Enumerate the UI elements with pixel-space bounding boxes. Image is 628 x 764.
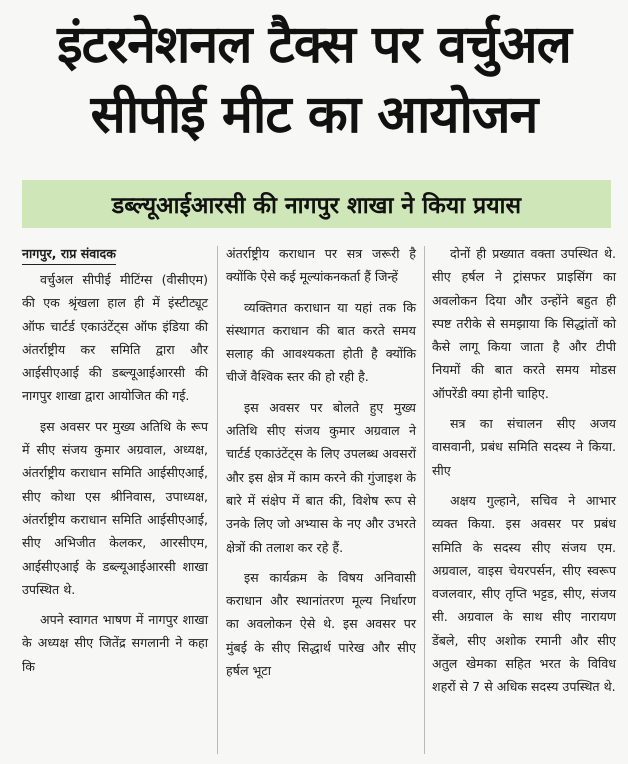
paragraph: अक्षय गुल्हाने, सचिव ने आभार व्यक्त किया. इस अवसर पर प्रबंध समिति के सदस्य सीए संजय एम. अग्रवाल, वाइस चेयरपर्सन, सीए स्वरूप वजलवार, सीए तृप्ति भट्टड, सीए, संजय सी. अग्रवाल के साथ सीए नारायण डेंबले, सीए अशोक रमानी और सीए अतुल खेमका सहित भरत के विविध शहरों से 7 से अधिक सदस्य उपस्थित थे. <box>432 492 616 695</box>
column-divider-1 <box>217 246 218 754</box>
dateline: नागपुर, राप्र संवादक <box>22 243 116 265</box>
paragraph: अंतर्राष्ट्रीय कराधान पर सत्र जरूरी है क्योंकि ऐसे कई मूल्यांकनकर्ता हैं जिन्हें <box>226 246 416 285</box>
subheadline: डब्ल्यूआईआरसी की नागपुर शाखा ने किया प्रयास <box>111 193 522 219</box>
paragraph: दोनों ही प्रख्यात वक्ता उपस्थित थे. सीए हर्षल ने ट्रांसफर प्राइसिंग का अवलोकन दिया और उन्होंने बहुत ही स्पष्ट तरीके से समझाया कि सिद्धांतों को कैसे लागू किया जाता है और टीपी नियमों की बात करते समय मोडस ऑपरेंडी क्या होनी चाहिए. <box>432 246 616 401</box>
article-column-3 <box>432 242 616 706</box>
paragraph: वर्चुअल सीपीई मीटिंग्स (वीसीएम) की एक श्रृंखला हाल ही में इंस्टीट्यूट ऑफ चार्टर्ड एकाउंटेंट्स ऑफ इंडिया की अंतर्राष्ट्रीय कर समिति द्वारा और आईसीएआई की डब्ल्यूआईआरसी की नागपुर शाखा द्वारा आयोजित की गई. <box>22 272 208 404</box>
paragraph: इस अवसर पर बोलते हुए मुख्य अतिथि सीए संजय कुमार अग्रवाल ने चार्टर्ड एकाउंटेंट्स के लिए उपलब्ध अवसरों और इस क्षेत्र में काम करने की गुंजाइश के बारे में संक्षेप में बात की, विशेष रूप से उनके लिए जो अभ्यास के नए और उभरते क्षेत्रों की तलाश कर रहे हैं. <box>226 399 416 555</box>
headline-line-1: इंटरनेशनल टैक्स पर वर्चुअल <box>57 15 571 75</box>
column-divider-2 <box>424 246 425 754</box>
article-column-1 <box>22 242 208 685</box>
paragraph: इस कार्यक्रम के विषय अनिवासी कराधान और स्थानांतरण मूल्य निर्धारण का अवलोकन ऐसे थे. इस अवसर पर मुंबई के सीए सिद्धार्थ पारेख और सीए हर्षल भूटा <box>226 569 416 679</box>
paragraph: व्यक्तिगत कराधान या यहां तक कि संस्थागत कराधान की बात करते समय सलाह की आवश्यकता होती है क्योंकि चीजें वैश्विक स्तर की हो रही है. <box>226 299 416 385</box>
headline-line-2: सीपीई मीट का आयोजन <box>90 85 538 145</box>
headline <box>0 10 628 150</box>
paragraph: सत्र का संचालन सीए अजय वासवानी, प्रबंध समिति सदस्य ने किया. सीए <box>432 416 616 478</box>
paragraph: अपने स्वागत भाषण में नागपुर शाखा के अध्यक्ष सीए जितेंद्र सगलानी ने कहा कि <box>22 612 208 674</box>
subheadline-banner <box>22 180 611 228</box>
article-column-2 <box>226 242 416 689</box>
paragraph: इस अवसर पर मुख्य अतिथि के रूप में सीए संजय कुमार अग्रवाल, अध्यक्ष, अंतर्राष्ट्रीय कराधान समिति आईसीएआई, सीए कोथा एस श्रीनिवास, उपाध्यक्ष, अंतर्राष्ट्रीय कराधान समिति आईसीएआई, सीए अभिजीत केलकर, आरसीएम, आईसीएआई के डब्ल्यूआईआरसी शाखा उपस्थित थे. <box>22 418 208 597</box>
